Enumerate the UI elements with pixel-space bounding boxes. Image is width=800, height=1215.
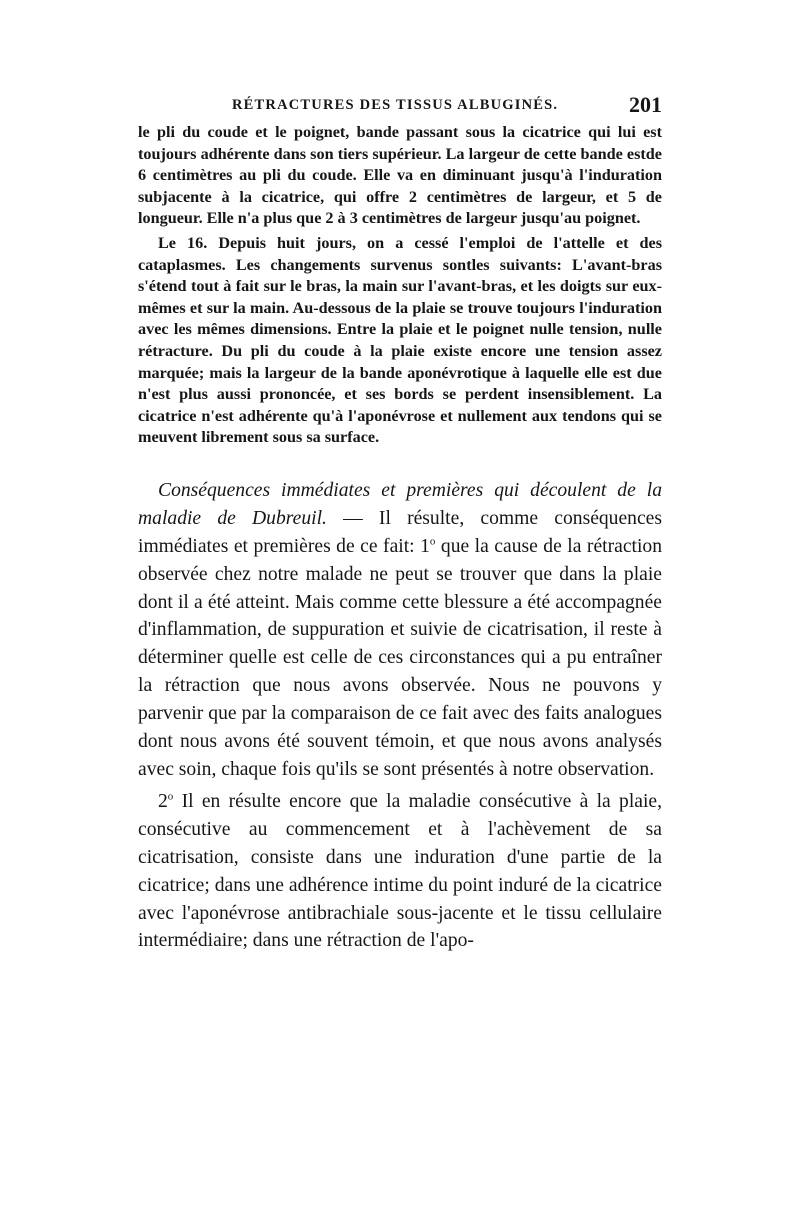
book-page: [138, 92, 662, 955]
paragraph-4-number: 2: [158, 790, 168, 812]
running-head: RÉTRACTURES DES TISSUS ALBUGINÉS.: [232, 97, 559, 113]
paragraph-4: [138, 788, 662, 955]
page-number: 201: [629, 92, 662, 117]
paragraph-3: [138, 477, 662, 784]
paragraph-4-text: Il en résulte encore que la maladie consécutive à la plaie, consécutive au commencement et à l'achèvement de sa cicatrisation, consiste dans une induration d'une partie de la cicatrice; dans une adhérence intime du point induré de la cicatrice avec l'aponévrose antibrachiale sous-jacente et le tissu cellulaire intermédiaire; dans une rétraction de l'apo-: [138, 790, 662, 952]
ordinal-superscript: o: [429, 535, 436, 548]
section-heading: Conséquences immédiates et premières qui découlent de la maladie de Dubreuil.: [138, 479, 662, 529]
paragraph-2: Le 16. Depuis huit jours, on a cessé l'emploi de l'attelle et des cataplasmes. Les changements survenus sontles suivants: L'avant-bras s'étend tout à fait sur le bras, la main sur l'avant-bras, et les doigts sur eux-mêmes et sur la main. Au-dessous de la plaie se trouve toujours l'induration avec les mêmes dimensions. Entre la plaie et le poignet nulle tension, nulle rétracture. Du pli du coude à la plaie existe encore une tension assez marquée; mais la largeur de la bande aponévrotique à laquelle elle est due n'est plus aussi prononcée, et ses bords se perdent insensiblement. La cicatrice n'est adhérente qu'à l'aponévrose et nullement aux tendons qui se meuvent librement sous sa surface.: [138, 233, 662, 447]
page-header: [138, 92, 662, 122]
ordinal-superscript: o: [167, 790, 174, 803]
paragraph-1: le pli du coude et le poignet, bande passant sous la cicatrice qui lui est toujours adhérente dans son tiers supérieur. La largeur de cette bande estde 6 centimètres au pli du coude. Elle va en diminuant jusqu'à l'induration subjacente à la cicatrice, qui offre 2 centimètres de largeur, et 5 de longueur. Elle n'a plus que 2 à 3 centimètres de largeur jusqu'au poignet.: [138, 123, 662, 228]
paragraph-3-text-b: que la cause de la rétraction observée chez notre malade ne peut se trouver que dans la plaie dont il a été atteint. Mais comme cette blessure a été accompagnée d'inflammation, de suppuration et suivie de cicatrisation, il reste à déterminer quelle est celle de ces circonstances qui a pu entraîner la rétraction que nous avons observée. Nous ne pouvons y parvenir que par la comparaison de ce fait avec des faits analogues dont nous avons été souvent témoin, et que nous avons analysés avec soin, chaque fois qu'ils se sont présentés à notre observation.: [138, 535, 662, 780]
paragraph-3-text-a: — Il résulte, comme conséquences immédiates et premières de ce fait: 1: [138, 507, 662, 557]
